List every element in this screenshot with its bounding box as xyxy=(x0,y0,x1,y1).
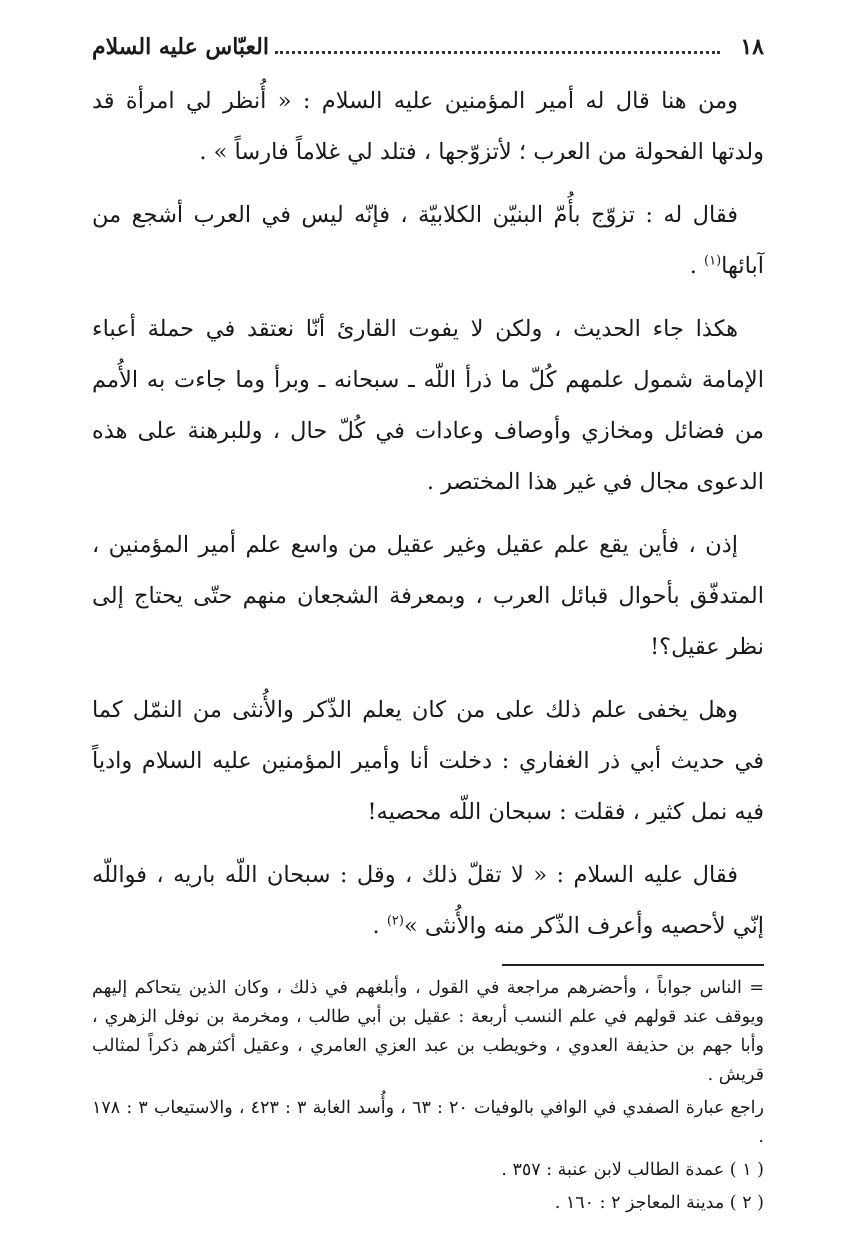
footnote-marker: (٢) xyxy=(386,913,404,929)
body-text xyxy=(92,76,764,952)
leader-dots xyxy=(275,37,720,54)
footnote-marker: (١) xyxy=(704,253,722,269)
paragraph-text: فقال عليه السلام : « لا تقلّ ذلك ، وقل : سبحان اللّه باريه ، فواللّه إنّي لأحصيه وأعرف الذّكر منه والأُنثى » xyxy=(92,862,764,939)
chapter-title: العبّاس عليه السلام xyxy=(92,34,269,60)
footnote-separator xyxy=(502,964,764,966)
paragraph xyxy=(92,520,764,673)
footnotes xyxy=(92,974,764,1218)
paragraph-text: فقال له : تزوّج بأُمّ البنيّن الكلابيّة ، فإنّه ليس في العرب أشجع من آبائها xyxy=(92,202,764,279)
paragraph-text: وهل يخفى علم ذلك على من كان يعلم الذّكر والأُنثى من النمّل كما في حديث أبي ذر الغفاري : دخلت أنا وأمير المؤمنين عليه السلام وادياً فيه نمل كثير ، فقلت : سبحان اللّه محصيه! xyxy=(92,697,764,825)
page-number: ١٨ xyxy=(740,34,764,60)
paragraph-text: هكذا جاء الحديث ، ولكن لا يفوت القارئ أنّا نعتقد في حملة أعباء الإمامة شمول علمهم كُلّ ما ذرأ اللّه ـ سبحانه ـ وبرأ وما جاءت به الأُمم من فضائل ومخازي وأوصاف وعادات في كُلّ حال ، وللبرهنة على هذه الدعوى مجال في غير هذا المختصر . xyxy=(92,316,764,495)
paragraph-text: إذن ، فأين يقع علم عقيل وغير عقيل من واسع علم أمير المؤمنين ، المتدفّق بأحوال قبائل العرب ، وبمعرفة الشجعان منهم حتّى يحتاج إلى نظر عقيل؟! xyxy=(92,532,764,660)
paragraph xyxy=(92,76,764,178)
footnote: راجع عبارة الصفدي في الوافي بالوفيات ٢٠ : ٦٣ ، وأُسد الغابة ٣ : ٤٢٣ ، والاستيعاب ٣ : ١٧٨ . xyxy=(92,1098,764,1147)
footnote: ( ١ ) عمدة الطالب لابن عنبة : ٣٥٧ . xyxy=(501,1160,764,1180)
footnote: ( ٢ ) مدينة المعاجز ٢ : ١٦٠ . xyxy=(554,1193,764,1213)
book-page xyxy=(92,30,764,1222)
paragraph xyxy=(92,850,764,952)
paragraph-tail: . xyxy=(689,253,704,279)
paragraph-tail: . xyxy=(372,913,387,939)
paragraph xyxy=(92,190,764,292)
paragraph xyxy=(92,304,764,508)
paragraph-text: ومن هنا قال له أمير المؤمنين عليه السلام : « أُنظر لي امرأة قد ولدتها الفحولة من العرب ؛ لأتزوّجها ، فتلد لي غلاماً فارساً » . xyxy=(92,88,764,165)
running-head xyxy=(92,30,764,64)
paragraph xyxy=(92,685,764,838)
footnote: = الناس جواباً ، وأحضرهم مراجعة في القول ، وأبلغهم في ذلك ، وكان الذين يتحاكم إليهم ويوقف عند قولهم في علم النسب أربعة : عقيل بن أبي طالب ، ومخرمة بن نوفل الزهري ، وأبا جهم بن حذيفة العدوي ، وخويطب بن عبد العزي العامري ، وعقيل أكثرهم ذكراً لمثالب قريش . xyxy=(92,978,764,1085)
